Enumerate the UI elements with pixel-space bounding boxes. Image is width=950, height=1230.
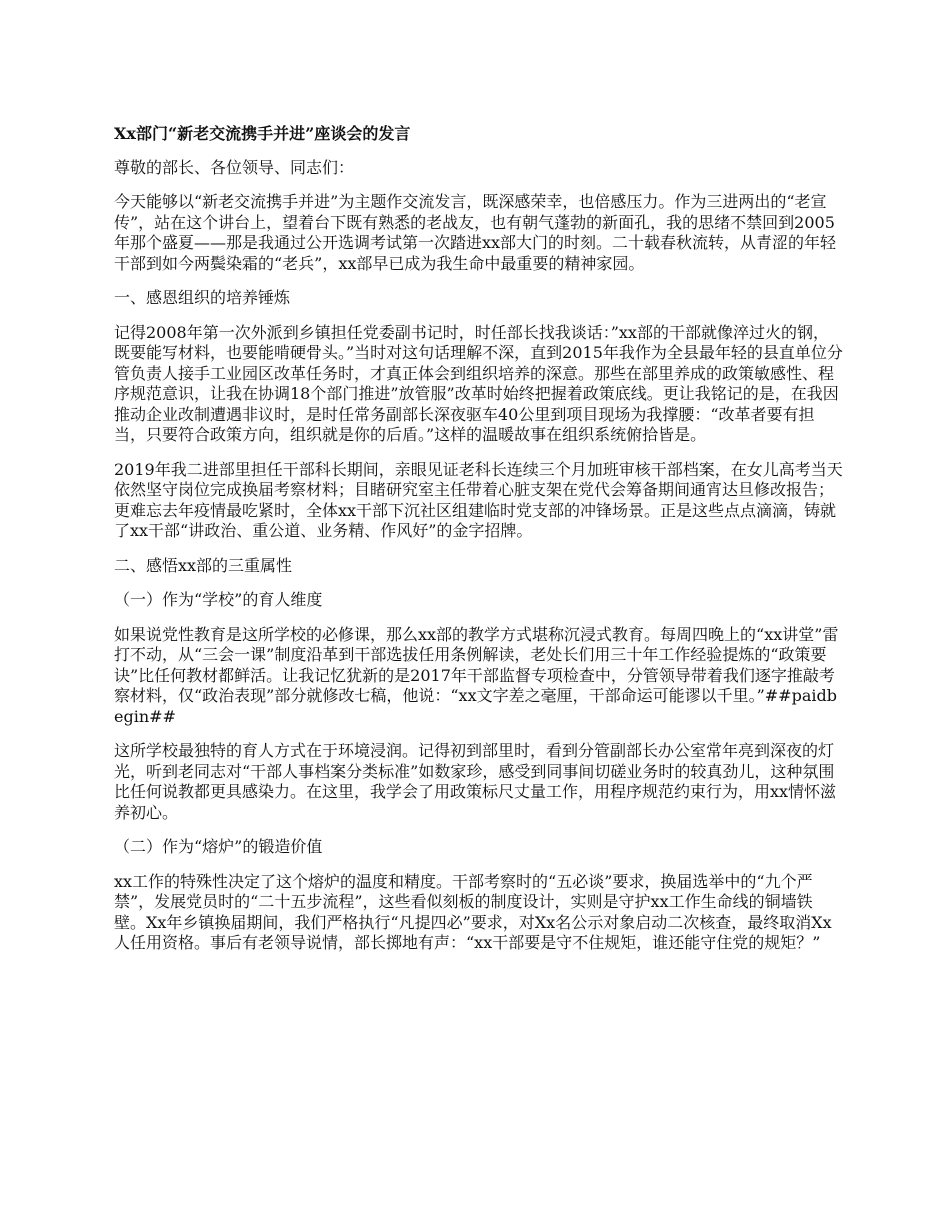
subsection-1-paragraph-1: 如果说党性教育是这所学校的必修课，那么xx部的教学方式堪称沉浸式教育。每周四晚上的“xx讲堂”雷打不动，从“三会一课”制度沿革到干部选拔任用条例解读，老处长们用三十年工作经验提炼的“政策要诀”比任何教材都鲜活。让我记忆犹新的是2017年干部监督专项检查中，分管领导带着我们逐字推敲考察材料，仅“政治表现”部分就修改七稿，他说：“xx文字差之毫厘，干部命运可能谬以千里。”##paidbegin## [114, 624, 839, 726]
subsection-2-paragraph-1: xx工作的特殊性决定了这个熔炉的温度和精度。干部考察时的“五必谈”要求，换届选举中的“九个严禁”，发展党员时的“二十五步流程”，这些看似刻板的制度设计，实则是守护xx工作生命线的铜墙铁壁。Xx年乡镇换届期间，我们严格执行“凡提四必”要求，对Xx名公示对象启动二次核查，最终取消Xx人任用资格。事后有老领导说情，部长掷地有声：“xx干部要是守不住规矩，谁还能守住党的规矩？” [114, 871, 832, 952]
subsection-1-paragraph-2: 这所学校最独特的育人方式在于环境浸润。记得初到部里时，看到分管副部长办公室常年亮到深夜的灯光，听到老同志对“干部人事档案分类标准”如数家珍，感受到同事间切磋业务时的较真劲儿，这种氛围比任何说教都更具感染力。在这里，我学会了用政策标尺丈量工作，用程序规范约束行为，用xx情怀滋养初心。 [114, 741, 837, 822]
document-page [114, 124, 844, 968]
section-1-heading: 一、感恩组织的培养锤炼 [114, 288, 291, 307]
subsection-2-heading: （二）作为“熔炉”的锻造价值 [114, 837, 323, 856]
section-1-paragraph-2: 2019年我二进部里担任干部科长期间，亲眼见证老科长连续三个月加班审核干部档案，在女儿高考当天依然坚守岗位完成换届考察材料；目睹研究室主任带着心脏支架在党代会筹备期间通宵达旦修改报告；更难忘去年疫情最吃紧时，全体xx干部下沉社区组建临时党支部的冲锋场景。正是这些点点滴滴，铸就了xx干部“讲政治、重公道、业务精、作风好”的金字招牌。 [114, 459, 843, 540]
section-2-heading: 二、感悟xx部的三重属性 [114, 555, 293, 575]
document-title: Xx部门“新老交流携手并进”座谈会的发言 [114, 124, 411, 143]
section-1-paragraph-1: 记得2008年第一次外派到乡镇担任党委副书记时，时任部长找我谈话：”xx部的干部就像淬过火的钢，既要能写材料，也要能啃硬骨头。”当时对这句话理解不深，直到2015年我作为全县最年轻的县直单位分管负责人接手工业园区改革任务时，才真正体会到组织培养的深意。那些在部里养成的政策敏感性、程序规范意识，让我在协调18个部门推进”放管服”改革时始终把握着政策底线。更让我铭记的是，在我因推动企业改制遭遇非议时，是时任常务副部长深夜驱车40公里到项目现场为我撑腰：“改革者要有担当，只要符合政策方向，组织就是你的后盾。”这样的温暖故事在组织系统俯拾皆是。 [114, 322, 843, 444]
intro-paragraph: 今天能够以“新老交流携手并进”为主题作交流发言，既深感荣幸，也倍感压力。作为三进两出的“老宣传”，站在这个讲台上，望着台下既有熟悉的老战友，也有朝气蓬勃的新面孔，我的思绪不禁回到2005年那个盛夏——那是我通过公开选调考试第一次踏进xx部大门的时刻。二十载春秋流转，从青涩的年轻干部到如今两鬓染霜的“老兵”，xx部早已成为我生命中最重要的精神家园。 [114, 192, 837, 273]
subsection-1-heading: （一）作为“学校”的育人维度 [114, 590, 323, 609]
salutation: 尊敬的部长、各位领导、同志们： [114, 157, 355, 177]
